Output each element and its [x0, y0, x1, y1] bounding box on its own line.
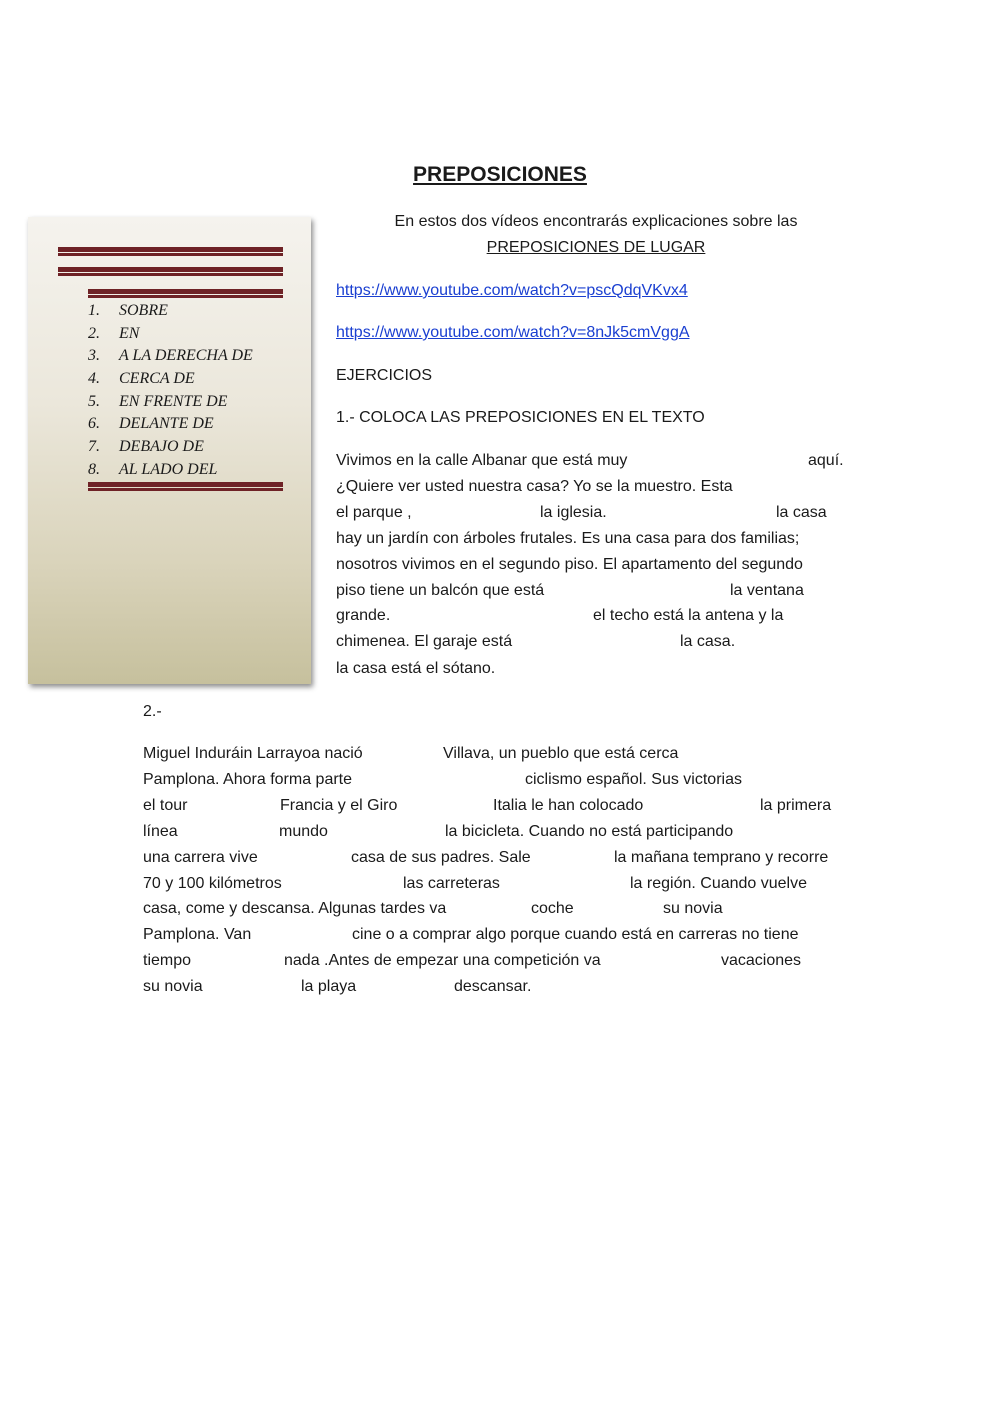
text-fragment: vacaciones [721, 952, 802, 969]
exercise-1-heading: 1.- COLOCA LAS PREPOSICIONES EN EL TEXTO [336, 409, 705, 426]
decorative-bar [88, 482, 283, 492]
text-fragment: línea [143, 823, 178, 840]
text-fragment: el tour [143, 797, 188, 814]
text-fragment: tiempo [143, 952, 192, 969]
text-fragment: piso tiene un balcón que está [336, 582, 545, 599]
text-fragment: la iglesia. [540, 504, 607, 521]
list-item: 8. AL LADO DEL [88, 460, 218, 478]
text-fragment: una carrera vive [143, 849, 258, 866]
text-fragment: chimenea. El garaje está [336, 633, 513, 650]
decorative-bar [58, 267, 283, 277]
list-item: 3. A LA DERECHA DE [88, 347, 253, 365]
text-fragment: Italia le han colocado [493, 797, 644, 814]
exercise-2-heading: 2.- [143, 703, 162, 720]
preposition-list [88, 300, 253, 482]
decorative-bar [88, 289, 283, 299]
text-fragment: el techo está la antena y la [593, 607, 784, 624]
text-fragment: su novia [663, 900, 723, 917]
list-item: 7. DEBAJO DE [88, 438, 204, 456]
text-fragment: nada .Antes de empezar una competición va [284, 952, 601, 969]
text-fragment: la primera [760, 797, 832, 814]
text-fragment: casa, come y descansa. Algunas tardes va [143, 900, 447, 917]
video-link-2[interactable]: https://www.youtube.com/watch?v=8nJk5cmVggA [336, 324, 690, 341]
text-fragment: Pamplona. Ahora forma parte [143, 771, 353, 788]
text-fragment: coche [531, 900, 574, 917]
list-item: 6. DELANTE DE [88, 415, 214, 433]
text-fragment: la casa. [680, 633, 736, 650]
intro-subject: PREPOSICIONES DE LUGAR [486, 239, 706, 256]
text-fragment: 70 y 100 kilómetros [143, 875, 282, 892]
text-fragment: Miguel Induráin Larrayoa nació [143, 745, 363, 762]
decorative-bar [58, 247, 283, 257]
text-fragment: la playa [301, 978, 357, 995]
text-fragment: la casa [776, 504, 827, 521]
text-fragment: Pamplona. Van [143, 926, 252, 943]
text-fragment: Vivimos en la calle Albanar que está muy [336, 452, 628, 469]
text-fragment: las carreteras [403, 875, 500, 892]
text-fragment: nosotros vivimos en el segundo piso. El apartamento del segundo [336, 556, 803, 573]
text-fragment: la casa está el sótano. [336, 660, 496, 677]
video-link-1[interactable]: https://www.youtube.com/watch?v=pscQdqVKvx4 [336, 282, 688, 299]
prepositions-sidebar [28, 217, 311, 684]
intro-text: En estos dos vídeos encontrarás explicaciones sobre las [394, 213, 798, 230]
text-fragment: su novia [143, 978, 203, 995]
text-fragment: ciclismo español. Sus victorias [525, 771, 742, 788]
list-item: 2. EN [88, 324, 140, 342]
text-fragment: la ventana [730, 582, 804, 599]
text-fragment: Villava, un pueblo que está cerca [443, 745, 679, 762]
text-fragment: aquí. [808, 452, 844, 469]
text-fragment: la región. Cuando vuelve [630, 875, 808, 892]
list-item: 1. SOBRE [88, 302, 168, 319]
text-fragment: casa de sus padres. Sale [351, 849, 531, 866]
text-fragment: Francia y el Giro [280, 797, 398, 814]
text-fragment: mundo [279, 823, 328, 840]
text-fragment: ¿Quiere ver usted nuestra casa? Yo se la muestro. Esta [336, 478, 733, 495]
text-fragment: la bicicleta. Cuando no está participando [445, 823, 734, 840]
page-title: PREPOSICIONES [413, 163, 587, 186]
text-fragment: cine o a comprar algo porque cuando está en carreras no tiene [352, 926, 799, 943]
text-fragment: grande. [336, 607, 391, 624]
text-fragment: hay un jardín con árboles frutales. Es una casa para dos familias; [336, 530, 800, 547]
list-item: 4. CERCA DE [88, 370, 195, 388]
text-fragment: el parque , [336, 504, 412, 521]
list-item: 5. EN FRENTE DE [88, 392, 228, 410]
text-fragment: la mañana temprano y recorre [614, 849, 829, 866]
exercises-heading: EJERCICIOS [336, 367, 433, 384]
text-fragment: descansar. [454, 978, 532, 995]
